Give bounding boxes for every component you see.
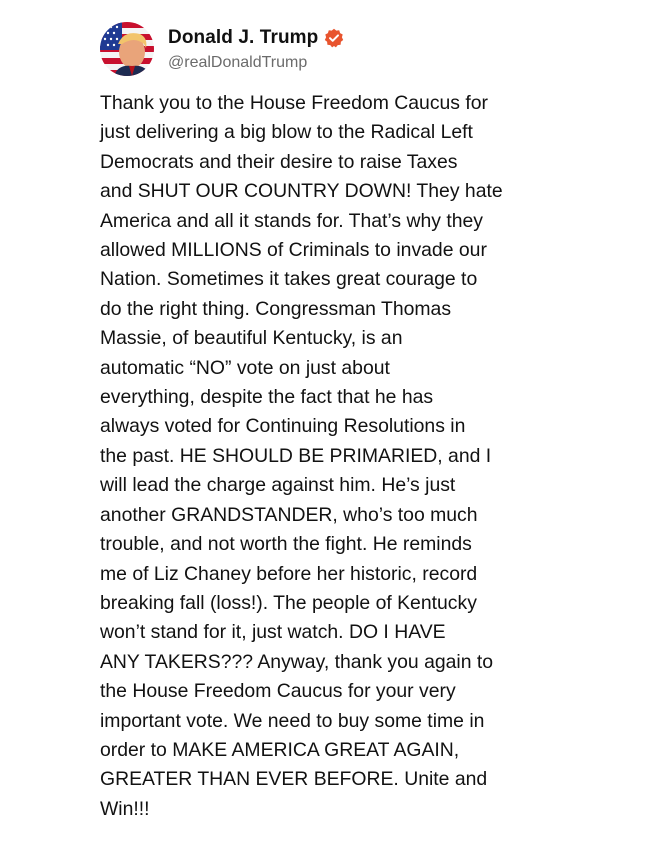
post-body-line: Thank you to the House Freedom Caucus for [100, 92, 489, 114]
post-body-line: America and all it stands for. That’s why they [100, 209, 483, 232]
post-body-line: Massie, of beautiful Kentucky, is an [100, 327, 403, 350]
post-body-line: do the right thing. Congressman Thomas [100, 297, 452, 320]
post-header [100, 22, 620, 78]
author-identity [168, 26, 344, 72]
author-handle[interactable]: @realDonaldTrump [168, 54, 308, 71]
post-body-line: important vote. We need to buy some time in [100, 709, 485, 732]
post-body-line: just delivering a big blow to the Radical Left [100, 121, 473, 144]
post-body-line: and SHUT OUR COUNTRY DOWN! They hate [100, 180, 503, 203]
post-body-line: trouble, and not worth the fight. He reminds [100, 533, 472, 556]
author-name-row [168, 26, 344, 50]
post-body-line: Win!!! [100, 797, 150, 820]
post-body-line: Democrats and their desire to raise Taxes [100, 150, 458, 173]
post-body-line: order to MAKE AMERICA GREAT AGAIN, [100, 738, 460, 761]
post-body-line: another GRANDSTANDER, who’s too much [100, 503, 478, 526]
post-body-line: Nation. Sometimes it takes great courage to [100, 268, 478, 291]
post-body-line: allowed MILLIONS of Criminals to invade our [100, 239, 487, 262]
post-body-line: me of Liz Chaney before her historic, record [100, 562, 478, 585]
post-body-line: will lead the charge against him. He’s just [100, 474, 456, 497]
post-body-line: the past. HE SHOULD BE PRIMARIED, and I [100, 444, 492, 467]
post-body-line: the House Freedom Caucus for your very [100, 680, 456, 703]
post-body [100, 89, 580, 824]
post-body-line: breaking fall (loss!). The people of Kentucky [100, 591, 477, 614]
post-body-line: everything, despite the fact that he has [100, 386, 434, 409]
post-body-line: won’t stand for it, just watch. DO I HAVE [100, 621, 446, 644]
post-body-line: ANY TAKERS??? Anyway, thank you again to [100, 650, 494, 673]
post-body-line: automatic “NO” vote on just about [100, 356, 390, 379]
post-body-line: GREATER THAN EVER BEFORE. Unite and [100, 768, 488, 791]
avatar-image [100, 22, 154, 76]
profile-avatar[interactable] [100, 22, 154, 76]
post-body-line: always voted for Continuing Resolutions in [100, 415, 466, 438]
author-display-name[interactable]: Donald J. Trump [168, 27, 319, 48]
verified-badge-icon [324, 28, 344, 48]
